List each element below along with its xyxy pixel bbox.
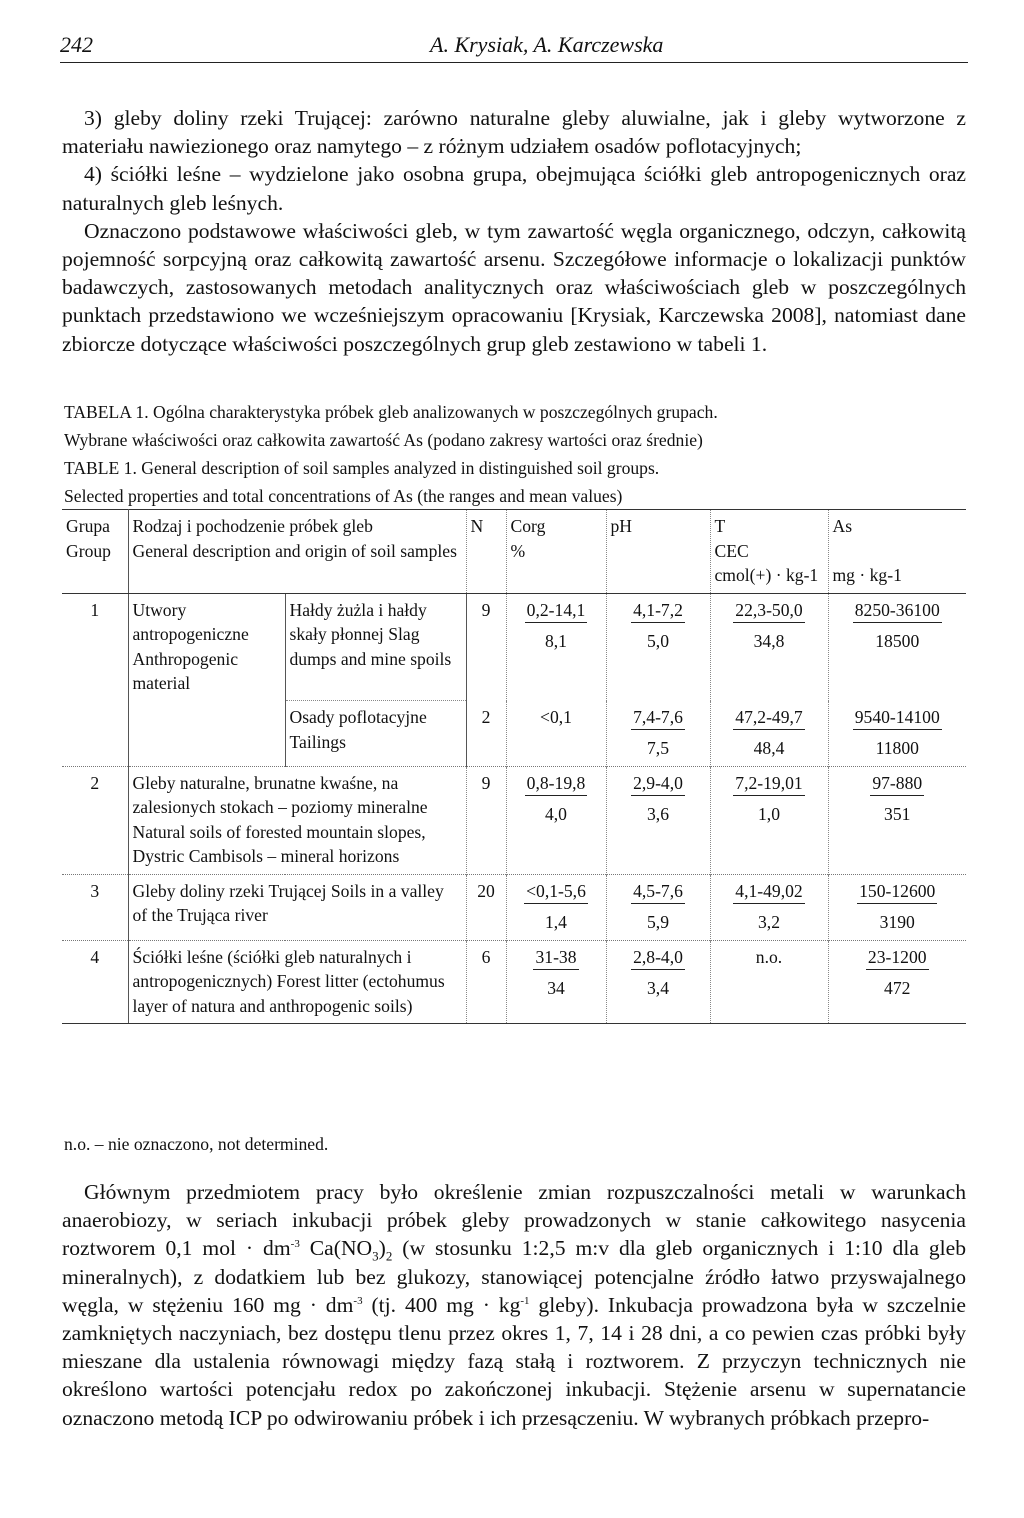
- table-row: 3 Gleby doliny rzeki Trującej Soils in a valley of the Trująca river 20 $\frac{<0,1-5,6}{1,4}$ $\frac{4,5-7,6}{5,9}$ $\frac{4,1-49,02}{3,2}$ $\frac{150-12600}{3190}$: [62, 874, 966, 940]
- table-caption: [64, 398, 964, 510]
- table-row: 1 Utwory antropogeniczne Anthropogenic material Hałdy żużla i hałdy skały płonnej Slag dumps and mine spoils 9 $\frac{0,2-14,1}{8,1}$ $\frac{4,1-7,2}{5,0}$ $\frac{22,3-50,0}{34,8}$ $\frac{8250-36100}{18500}$: [62, 593, 966, 701]
- table-row: 2 Gleby naturalne, brunatne kwaśne, na zalesionych stokach – poziomy mineralne Natural soils of forested mountain slopes, Dystric Cambisols – mineral horizons 9 $\frac{0,8-19,8}{4,0}$ $\frac{2,9-4,0}{3,6}$ $\frac{7,2-19,01}{1,0}$ $\frac{97-880}{351}$: [62, 766, 966, 874]
- intro-text: [62, 104, 966, 358]
- table-row: 4 Ściółki leśne (ściółki gleb naturalnych i antropogenicznych) Forest litter (ectohumus layer of natura and anthropogenic soils) 6 $\frac{31-38}{34}$ $\frac{2,8-4,0}{3,4}$ n.o. $\frac{23-1200}{472}$: [62, 940, 966, 1024]
- caption-en-2: Selected properties and total concentrations of As (the ranges and mean values): [64, 486, 623, 506]
- header-ph: pH: [606, 510, 710, 594]
- table-header-row: [62, 510, 966, 594]
- header-group: Grupa Group: [62, 510, 128, 594]
- table-row: Osady poflotacyjne Tailings 2 <0,1 $\frac{7,4-7,6}{7,5}$ $\frac{47,2-49,7}{48,4}$ $\frac{9540-14100}{11800}$: [62, 701, 966, 767]
- cec-unit: cmol(+) · kg-1: [714, 565, 819, 585]
- caption-pl-1: TABELA 1. Ogólna charakterystyka próbek gleb analizowanych w poszczególnych grupach.: [64, 402, 718, 422]
- caption-pl-2: Wybrane właściwości oraz całkowita zawartość As (podano zakresy wartości oraz średnie): [64, 430, 703, 450]
- main-paragraph: Głównym przedmiotem pracy było określenie zmian rozpuszczalności metali w warunkach anaerobiozy, w seriach inkubacji próbek gleby prowadzonych w stanie całkowitego nasycenia roztworem 0,1 mol · $dm^{-3}$ $Ca(NO_3)_2$ (w stosunku 1:2,5 m:v dla gleb organicznych i 1:10 dla gleb mineralnych), z dodatkiem lub bez glukozy, stanowiącej potencjalne źródło łatwo przyswajalnego węgla, w stężeniu 160 mg · $dm^{-3}$ (tj. 400 mg · $kg^{-1}$ gleby). Inkubacja prowadzona była w szczelnie zamkniętych naczyniach, bez dostępu tlenu przez okres 1, 7, 14 i 28 dni, a co pewien czas próbki były mieszane dla ustalenia równowagi między fazą stałą i roztworem. Z przyczyn technicznych nie określono wartości potencjału redox po zakończonej inkubacji. Stężenie arsenu w supernatancie oznaczono metodą ICP po odwirowaniu próbek i ich przesączeniu. W wybranych próbkach przepro-: [62, 1180, 967, 1430]
- methods-paragraph: Oznaczono podstawowe właściwości gleb, w tym zawartość węgla organicznego, odczyn, całkowitą pojemność sorpcyjną oraz całkowitą zawartość arsenu. Szczegółowe informacje o lokalizacji punktów badawczych, zastosowanych metodach analitycznych oraz właściwościach gleb w poszczególnych punktach przedstawiono we wcześniejszym opracowaniu [Krysiak, Karczewska 2008], natomiast dane zbiorcze dotyczące właściwości poszczególnych grup gleb zestawiono w tabeli 1.: [62, 218, 966, 356]
- header-corg: Corg %: [506, 510, 606, 594]
- header-cec: T CEC cmol(+) · kg-1: [710, 510, 828, 594]
- list-item-3: 3) gleby doliny rzeki Trującej: zarówno naturalne gleby aluwialne, jak i gleby wytworzone z materiału nawiezionego oraz namytego – z różnym udziałem osadów poflotacyjnych;: [62, 106, 966, 159]
- soil-properties-table: [62, 509, 966, 1024]
- list-item-4: 4) ściółki leśne – wydzielone jako osobna grupa, obejmująca ściółki gleb antropogenicznych oraz naturalnych gleb leśnych.: [62, 162, 966, 215]
- page-header: [60, 28, 968, 63]
- caption-en-1: TABLE 1. General description of soil samples analyzed in distinguished soil groups.: [64, 458, 660, 478]
- running-head-authors: A. Krysiak, A. Karczewska: [430, 32, 664, 57]
- header-n: N: [466, 510, 506, 594]
- header-as: As mg · kg-1: [828, 510, 966, 594]
- table-footnote: n.o. – nie oznaczono, not determined.: [64, 1134, 329, 1154]
- page-number: 242: [60, 32, 93, 57]
- header-description: Rodzaj i pochodzenie próbek gleb General description and origin of soil samples: [128, 510, 466, 594]
- as-unit: mg · kg-1: [832, 565, 902, 585]
